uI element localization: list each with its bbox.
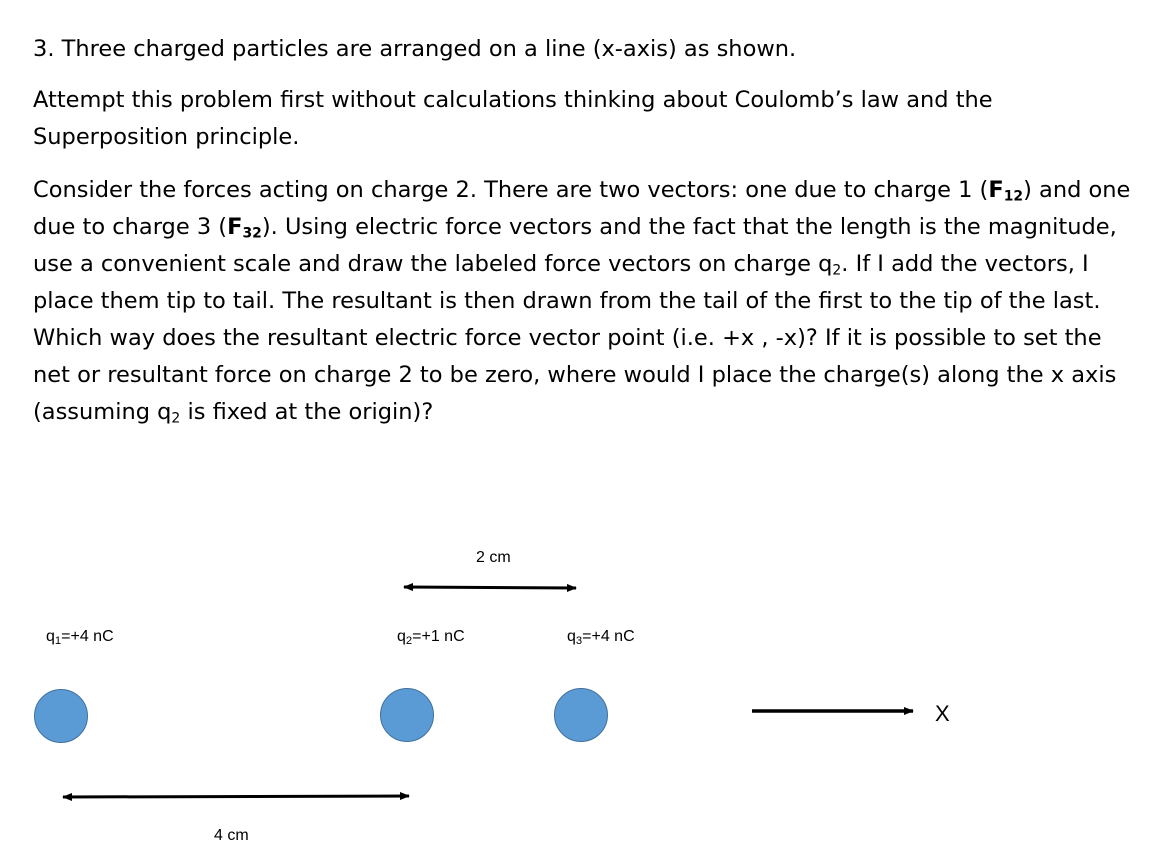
q2-subscript-origin: 2 [171,410,181,427]
force-f32-label: $F_{32}$ [227,214,262,242]
charge-1-circle [34,689,88,743]
charge-1-label: $q_1=+4$ nC [46,628,114,647]
force-f12-label: $F_{12}$ [988,177,1024,205]
charge-2-circle [380,688,434,742]
problem-title: 3. Three charged particles are arranged on a line (x-axis) as shown. [33,36,797,62]
charge-3-label: $q_3=+4$ nC [567,628,635,647]
consider-text-2: ) and one due to charge 3 ( [33,177,1131,240]
distance-arrow-bottom [63,796,409,797]
charge-3-circle [554,688,608,742]
consider-text-3: ). Using electric force vectors and the fact that the length is the magnitude, use a convenient scale and draw the labeled force vectors on charge q [33,214,1117,277]
distance-label-top: 2 cm [476,549,511,566]
distance-arrow-top [404,587,576,588]
attempt-paragraph: Attempt this problem first without calculations thinking about Coulomb’s law and the Superposition principle. [33,87,993,150]
x-axis-label: X [935,701,950,726]
consider-text-5: is fixed at the origin)? [180,399,434,425]
consider-text-1: Consider the forces acting on charge 2. There are two vectors: one due to charge 1 ( [33,177,989,203]
distance-label-bottom: 4 cm [214,827,249,844]
charge-2-label: $q_2=+1$ nC [397,628,465,647]
consider-text-4: . If I add the vectors, I place them tip to tail. The resultant is then drawn from the tail of the first to the tip of the last. Which way does the resultant electric force vector point (i.e. +x , -x)? If it is possible to set the net or resultant force on charge 2 to be zero, where would I place the charge(s) along the x axis (assuming q [33,251,1117,425]
q2-subscript: 2 [832,262,842,279]
